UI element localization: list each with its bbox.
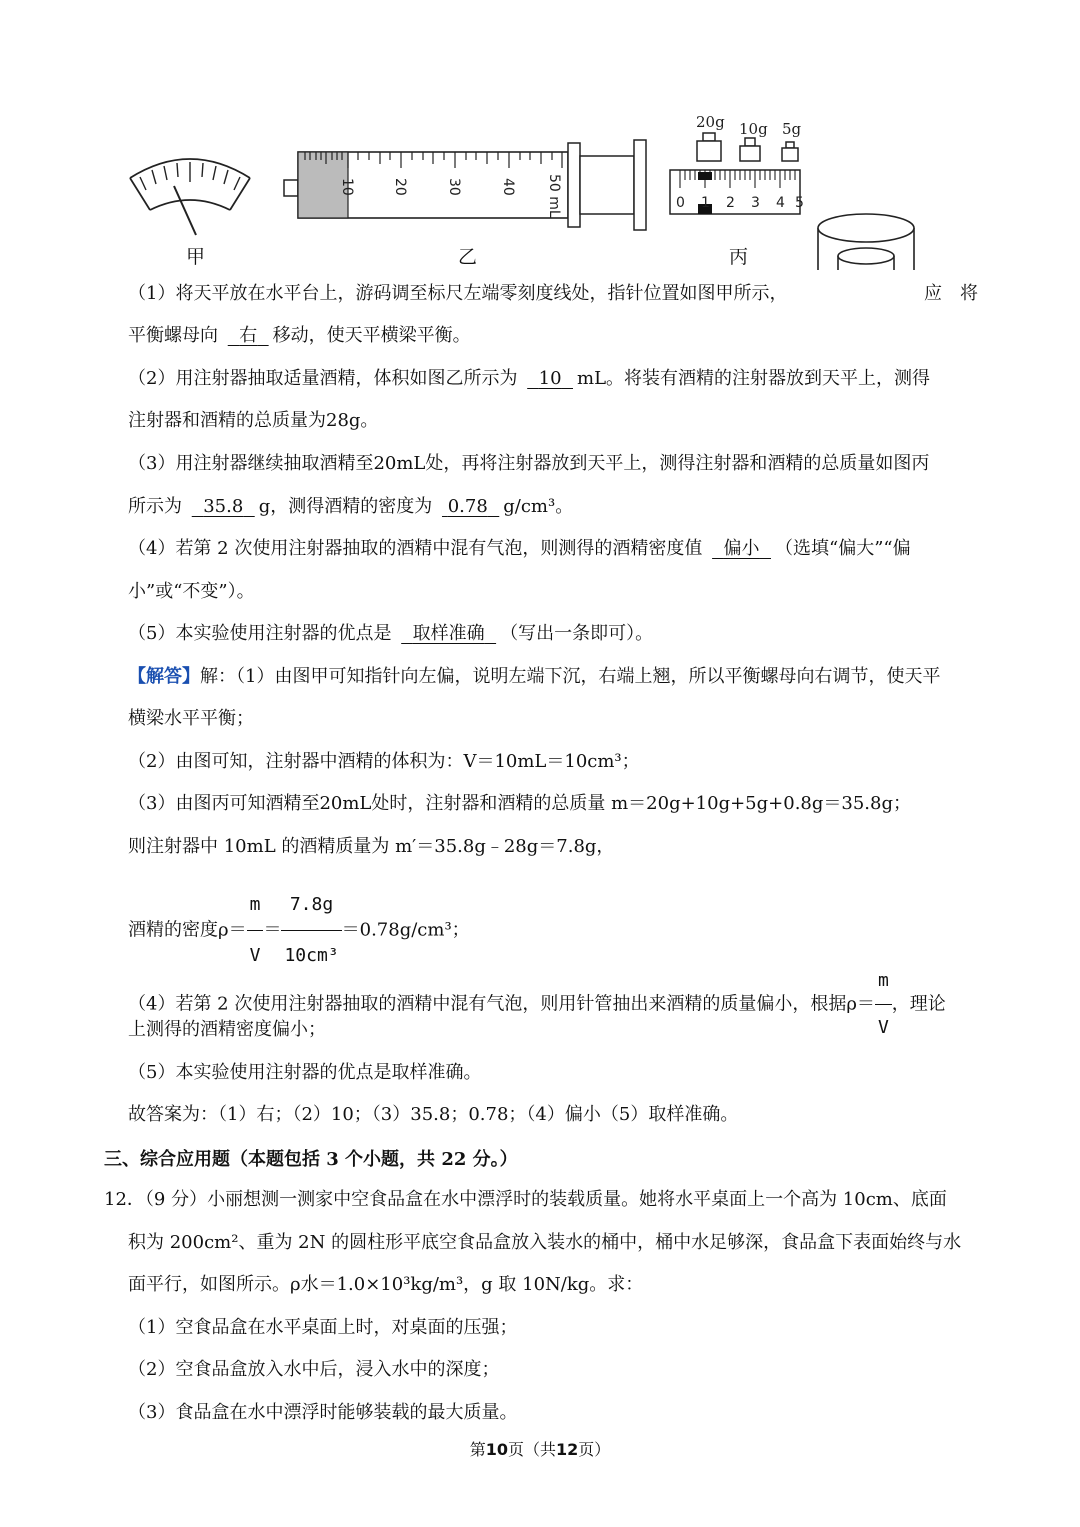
weights-ruler-figure — [670, 113, 804, 214]
final-answer-line: 故答案为：（1）右；（2）10；（3）35.8；0.78；（4）偏小（5）取样准确。 — [128, 1104, 739, 1125]
weight-label-10g: 10g — [739, 120, 768, 138]
syringe-tick-10: 10 — [339, 178, 355, 196]
ruler-num-1: 1 — [701, 195, 710, 211]
figures-area — [0, 0, 1080, 270]
ruler-num-2: 2 — [726, 195, 735, 211]
bucket-figure — [818, 214, 914, 270]
q12-sub-2: （2）空食品盒放入水中后，浸入水中的深度； — [128, 1359, 500, 1380]
ruler-num-4: 4 — [776, 195, 785, 211]
page-footer: 第10页（共12页） — [469, 1440, 611, 1459]
q-part-4-line-a: （4）若第 2 次使用注射器抽取的酒精中混有气泡，则测得的酒精密度值 偏小 （选填“偏大”“偏 — [128, 536, 980, 562]
solution-line-1a: 【解答】解：（1）由图甲可知指针向左偏，说明左端下沉，右端上翘，所以平衡螺母向右调节，使天平 — [128, 666, 941, 687]
density-fraction: $\frac{m}{V}$ — [247, 880, 264, 981]
density-formula-fraction: $\frac{m}{V}$ — [875, 958, 892, 1051]
ruler-num-0: 0 — [676, 195, 685, 211]
solution-tag: 【解答】 — [128, 666, 200, 687]
q12-sub-1: （1）空食品盒在水平桌面上时，对桌面的压强； — [128, 1317, 518, 1338]
weight-label-5g: 5g — [782, 120, 802, 138]
solution-line-3b: 则注射器中 10mL 的酒精质量为 m′＝35.8g﹣28g＝7.8g， — [128, 836, 615, 857]
q12-line-a: 12．（9 分）小丽想测一测家中空食品盒在水中漂浮时的装载质量。她将水平桌面上一个高为 10cm、底面 — [104, 1189, 947, 1210]
page-total: 12 — [556, 1440, 579, 1459]
figure-caption-jia: 甲 — [186, 246, 206, 268]
q-part-2-line-b: 注射器和酒精的总质量为28g。 — [128, 410, 379, 431]
syringe-tick-40: 40 — [500, 178, 516, 196]
answer-blank-1: 右 — [239, 325, 258, 346]
syringe-tick-30: 30 — [446, 178, 462, 196]
q-part-3-line-b: 所示为 35.8 g，测得酒精的密度为 0.78 g/cm³。 — [128, 494, 980, 520]
weight-label-20g: 20g — [696, 113, 725, 131]
syringe-tick-20: 20 — [392, 178, 408, 196]
solution-line-2: （2）由图可知，注射器中酒精的体积为：V＝10mL＝10cm³； — [128, 751, 640, 772]
q-part-4-line-b: 小”或“不变”）。 — [128, 581, 255, 602]
q-part-1-line-a: （1）将天平放在水平台上，游码调至标尺左端零刻度线处，指针位置如图甲所示， — [128, 283, 788, 304]
answer-blank-3b: 0.78 — [447, 496, 488, 517]
figure-caption-bing: 丙 — [729, 246, 749, 268]
syringe-tick-50: 50 mL — [546, 174, 562, 218]
q-part-2-line-a: （2）用注射器抽取适量酒精，体积如图乙所示为 10 mL。将装有酒精的注射器放到天平上，测得 — [128, 366, 980, 392]
solution-line-5: （5）本实验使用注射器的优点是取样准确。 — [128, 1062, 482, 1083]
q-part-5-line: （5）本实验使用注射器的优点是 取样准确 （写出一条即可）。 — [128, 621, 980, 647]
q12-sub-3: （3）食品盒在水中漂浮时能够装载的最大质量。 — [128, 1402, 518, 1423]
solution-line-1b: 横梁水平平衡； — [128, 708, 254, 729]
q-part-1-line-a-tail: 应 将 — [924, 283, 978, 304]
solution-line-4a: （4）若第 2 次使用注射器抽取的酒精中混有气泡，则用针管抽出来酒精的质量偏小，根据ρ＝ $\frac{m}{V}$ ，理论 — [128, 958, 980, 1051]
q12-line-c: 面平行，如图所示。ρ水＝1.0×10³kg/m³，g 取 10N/kg。求： — [128, 1274, 644, 1295]
q12-line-b: 积为 200cm²、重为 2N 的圆柱形平底空食品盒放入装水的桶中，桶中水足够深，食品盒下表面始终与水 — [128, 1232, 962, 1253]
q-part-3-line-a: （3）用注射器继续抽取酒精至20mL处，再将注射器放到天平上，测得注射器和酒精的总质量如图丙 — [128, 453, 930, 474]
answer-blank-2: 10 — [538, 368, 562, 389]
syringe-figure — [284, 140, 646, 230]
ruler-num-5: 5 — [795, 195, 804, 211]
answer-blank-5: 取样准确 — [412, 623, 485, 644]
answer-blank-4: 偏小 — [723, 538, 760, 559]
ruler-num-3: 3 — [751, 195, 760, 211]
balance-dial-figure — [130, 159, 250, 235]
solution-line-3a: （3）由图丙可知酒精至20mL处时，注射器和酒精的总质量 m＝20g+10g+5g+0.8g＝35.8g； — [128, 793, 911, 814]
q-part-1-line-b: 平衡螺母向 右 移动，使天平横梁平衡。 — [128, 323, 980, 349]
section-3-title: 三、综合应用题（本题包括 3 个小题，共 22 分。） — [104, 1149, 518, 1170]
solution-line-3c: 酒精的密度ρ＝ $\frac{m}{V}$ ＝ $\frac{7.8g}{\text{10cm³}}$ ＝0.78g/cm³； — [128, 880, 980, 981]
solution-line-4b: 上测得的酒精密度偏小； — [128, 1019, 326, 1040]
answer-blank-3a: 35.8 — [203, 496, 244, 517]
figure-caption-yi: 乙 — [458, 246, 478, 268]
page-number: 10 — [485, 1440, 508, 1459]
value-fraction: $\frac{7.8g}{\text{10cm³}}$ — [281, 880, 341, 981]
